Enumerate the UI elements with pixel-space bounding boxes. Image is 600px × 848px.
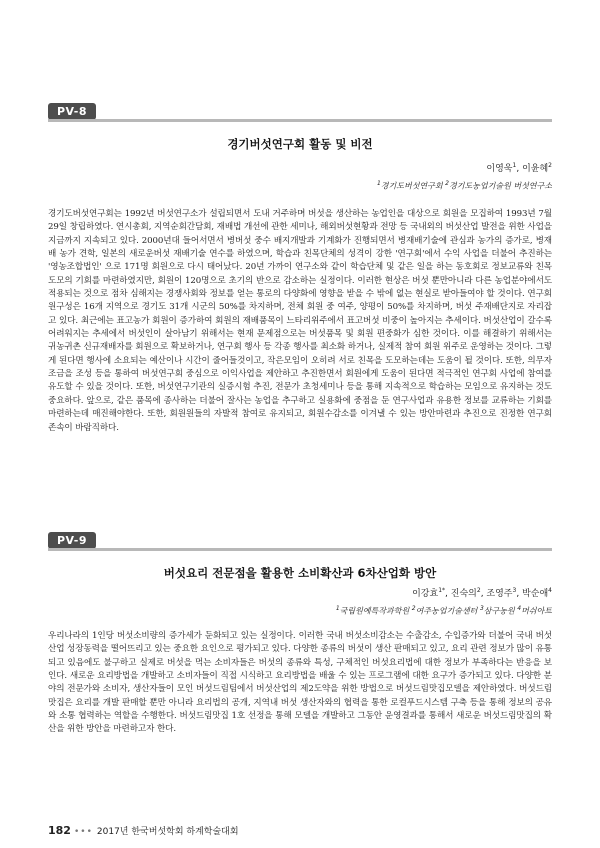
affil-name: 국립원예특작과학원 <box>339 606 410 616</box>
affil-sup: 1 <box>335 605 340 612</box>
authors-pv8 <box>486 161 552 174</box>
author-sup: 2 <box>548 162 552 169</box>
affil-name: 여주농업기술센터 <box>415 606 478 616</box>
affil-sup: 2 <box>411 605 416 612</box>
section-badge-pv9: PV-9 <box>48 532 96 549</box>
author-name: 이강효 <box>412 589 439 599</box>
author-separator: , <box>516 589 523 599</box>
author-name: 진숙의 <box>450 589 477 599</box>
author-separator: , <box>445 589 451 599</box>
section-rule-pv9 <box>48 548 552 551</box>
author-sup: 4 <box>548 587 552 594</box>
author-sup: 3 <box>512 587 517 594</box>
section-badge-pv8: PV-8 <box>48 103 96 120</box>
abstract-body-pv8: 경기도버섯연구회는 1992년 버섯연구소가 설립되면서 도내 거주하며 버섯을 생산하는 농업인을 대상으로 회원을 모집하여 1993년 7월 29일 창립하였다. 연시총회, 지역순회간담회, 재배법 개선에 관한 세미나, 해외버섯현황과 전망 등 국내외의 버섯산업 발전을 위한 사업을 지금까지 지속되고 있다. 2000년대 들어서면서 병버섯 중수 배지개발과 기계화가 진행되면서 병재배기술에 관심과 농가의 증가로, 병재배 농가 견학, 일본의 새로운버섯 재배기술 연수를 하였으며, 학습과 친목단체의 성격이 강한 '연구회'에서 수익 사업을 더불어 추진하는 '영농조합법인' 으로 171명 회원으로 다시 태어났다. 20년 가까이 연구소와 같이 학습단체 및 같은 일을 하는 동호회로 정보교류와 친목도모의 기회를 마련하였지만, 회원이 120명으로 초기의 반으로 감소하는 실정이다. 이러한 현상은 버섯 뿐만아니라 다른 농업분야에서도 적용되는 것으로 점차 심해지는 경쟁사회와 정보를 얻는 통로의 다양화에 영향을 받을 수 밖에 없는 현실로 받아들여야 할 것이다. 연구회원구성은 16개 지역으로 경기도 31개 시군의 50%를 차지하며, 전체 회원 중 여주, 양평이 50%를 차지하며, 버섯 주재배단지로 자리잡고 있다. 최근에는 표고농가 회원이 증가하여 회원의 재배품목이 느타리위주에서 표고버섯 비중이 높아지는 추세이다. 버섯산업이 갈수록 어려워지는 추세에서 버섯인이 살아남기 위해서는 현재 문제점으로는 버섯품목 및 회원 편중화가 심한 것이다. 이를 해결하기 위해서는 귀농귀촌 신규재배자를 회원으로 확보하거나, 연구회 행사 등 각종 행사를 최소화 하거나, 실제적 참여 회원 위주로 운영하는 것이다. 그렇게 된다면 행사에 소요되는 예산이나 시간이 줄어들것이고, 작은모임이 오히려 서로 친목을 도모하는데는 도움이 될 것이다. 또한, 의무자조금을 조성 등을 통하여 버섯연구회 중심으로 이익사업을 제안하고 추진한면서 회원에게 도움이 된다면 적극적인 연구회 사업에 참여를 유도할 수 있을 것이다. 또한, 버섯연구기관의 실증시험 추진, 전문가 초청세미나 등을 통해 지속적으로 학습하는 모임으로 유지하는 것도 중요하다. 앞으로, 같은 품목에 종사하는 더불어 잘사는 농업을 추구하고 실용화에 중점을 둔 연구사업과 유용한 정보를 교류하는 기회를 마련하는데 매진해야한다. 또한, 회원원들의 자발적 참여로 유지되고, 회원수감소를 이겨낼 수 있는 방안마련과 추진으로 진정한 연구회 존속이 바람직하다. <box>48 209 552 433</box>
section-rule-pv8 <box>48 119 552 122</box>
affil-sup: 3 <box>479 605 484 612</box>
affil-name: 머쉬아트 <box>521 606 552 616</box>
affil-sup: 1 <box>376 180 381 187</box>
affil-sup: 4 <box>517 605 522 612</box>
affil-name: 경기도농업기술원 버섯연구소 <box>448 181 552 191</box>
abstract-title-pv9: 버섯요리 전문점을 활용한 소비확산과 6차산업화 방안 <box>163 566 437 580</box>
affiliations-pv8 <box>377 180 552 192</box>
affiliations-pv9 <box>336 605 552 617</box>
footer-dots: ••• <box>73 827 93 837</box>
author-separator: , <box>516 164 523 174</box>
author-sup: 1* <box>438 587 446 594</box>
page-number: 182 <box>48 824 71 837</box>
author-name: 박순애 <box>522 589 549 599</box>
affil-name: 삼구농원 <box>483 606 515 616</box>
affil-name: 경기도버섯연구회 <box>380 181 443 191</box>
conference-name: 2017년 한국버섯학회 하계학술대회 <box>96 827 239 837</box>
author-separator: , <box>480 589 487 599</box>
abstract-title-pv8: 경기버섯연구회 활동 및 비전 <box>227 137 373 151</box>
author-sup: 2 <box>476 587 481 594</box>
author-name: 이영욱 <box>486 164 513 174</box>
authors-pv9 <box>412 586 552 599</box>
abstract-body-pv9: 우리나라의 1인당 버섯소비량의 증가세가 둔화되고 있는 실정이다. 이러한 국내 버섯소비감소는 수출감소, 수입증가와 더불어 국내 버섯산업 성장동력을 떨어뜨리고 있는 중요한 요인으로 평가되고 있다. 다양한 종류의 버섯이 생산 판매되고 있고, 요리 관련 정보가 많이 유통되고 있음에도 불구하고 실제로 버섯을 먹는 소비자들은 버섯의 종류와 특성, 구체적인 버섯요리법에 대한 정보가 부족하다는 반응을 보인다. 새로운 요리방법을 개발하고 소비자들이 직접 시식하고 요리방법을 배울 수 있는 프로그램에 대한 요구가 증가되고 있다. 다양한 분야의 전문가와 소비자, 생산자들이 모인 버섯드림팀에서 버섯산업의 제2도약을 위한 방법으로 버섯드림맛집모델을 제안하였다. 버섯드림맛집은 요리를 개발 판매할 뿐만 아니라 요리법의 공개, 지역내 버섯 생산자와의 협력을 통한 로컬푸드시스템 구축 등을 통해 정보의 공유와 소통 협력하는 역할을 수행한다. 버섯드림맛집 1호 선정을 통해 모델을 개발하고 그동안 운영결과를 통해서 새로운 버섯드림맛집의 확산을 위한 방안을 마련하고자 한다. <box>48 631 552 735</box>
author-sup: 1 <box>512 162 517 169</box>
author-name: 조영주 <box>486 589 513 599</box>
page-footer <box>48 824 239 837</box>
affil-sup: 2 <box>445 180 449 187</box>
author-name: 이윤혜 <box>522 164 549 174</box>
